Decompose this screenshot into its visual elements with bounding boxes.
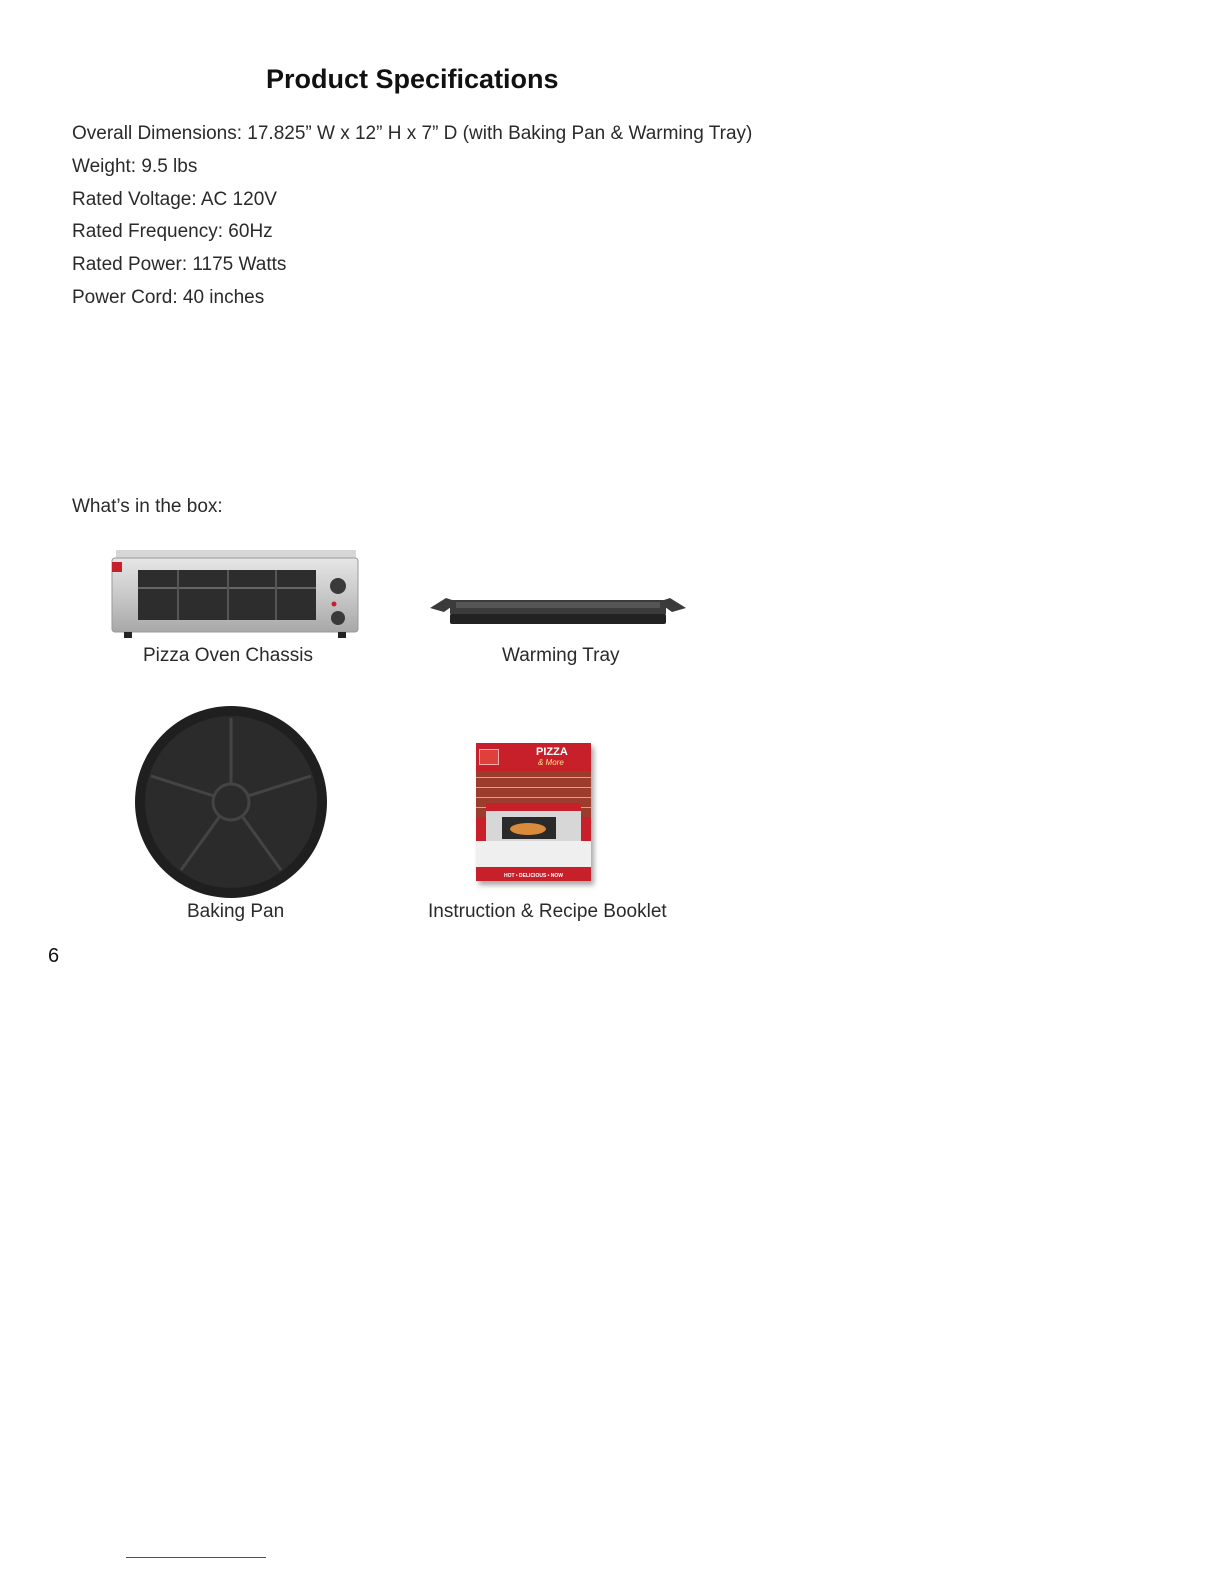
booklet-cover-title: PIZZA	[536, 746, 568, 758]
warming-tray-image	[426, 590, 690, 632]
booklet-logo-square	[479, 749, 499, 765]
footer-link-underline	[126, 1557, 266, 1558]
spec-weight: Weight: 9.5 lbs	[72, 155, 198, 177]
page-number: 6	[48, 945, 60, 967]
booklet-table	[476, 841, 591, 867]
caption-baking-pan: Baking Pan	[187, 901, 285, 922]
recipe-booklet-image	[476, 743, 591, 881]
spec-power-cord: Power Cord: 40 inches	[72, 286, 265, 308]
box-contents-heading: What’s in the box:	[72, 496, 223, 517]
baking-pan-image	[133, 704, 329, 900]
spec-power: Rated Power: 1175 Watts	[72, 254, 287, 276]
caption-pizza-oven-chassis: Pizza Oven Chassis	[143, 645, 314, 666]
booklet-cover-footer: HOT • DELICIOUS • NOW	[503, 873, 564, 879]
pizza-oven-image	[108, 548, 360, 640]
spec-frequency: Rated Frequency: 60Hz	[72, 221, 273, 243]
caption-instruction-booklet: Instruction & Recipe Booklet	[428, 901, 667, 922]
booklet-cover-subtitle: & More	[538, 758, 564, 767]
spec-dimensions: Overall Dimensions: 17.825” W x 12” H x 7” D (with Baking Pan & Warming Tray)	[72, 123, 753, 144]
page-title: Product Specifications	[266, 64, 559, 94]
spec-voltage: Rated Voltage: AC 120V	[72, 188, 277, 210]
caption-warming-tray: Warming Tray	[502, 645, 620, 666]
spec-list	[72, 118, 752, 315]
